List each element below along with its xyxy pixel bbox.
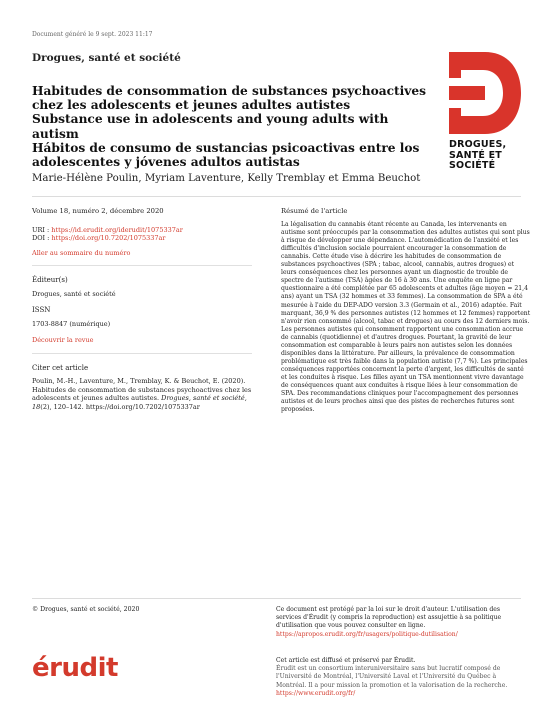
- abstract-text: La légalisation du cannabis étant récente au Canada, les intervenants en autisme sont préoccupés par la consommation des adultes autistes qui sont plus à risque de développer une dépendance. L'automédication de l'anxiété et les difficultés d'inclusion sociale pourraient encourager la consommation de cannabis. Cette étude vise à décrire les habitudes de consommation de substances psychoactives (SPA ; tabac, alcool, cannabis, autres drogues) et leurs conséquences chez les personnes ayant un diagnostic de trouble de spectre de l'autisme (TSA) âgées de 16 à 30 ans. Une enquête en ligne par questionnaire a été complétée par 65 adolescents et adultes (âge moyen = 21,4 ans) ayant un TSA (32 hommes et 33 femmes). La consommation de SPA a été mesurée à l'aide du DEP-ADO version 3.3 (Germain et al., 2016) adaptée. Fait marquant, 36,9 % des personnes autistes (12 hommes et 12 femmes) rapportent n'avoir rien consommé (alcool, tabac et drogues) au cours des 12 derniers mois. Les personnes autistes qui consomment rapportent une consommation accrue de cannabis (quotidienne) et d'autres drogues. Pourtant, la gravité de leur consommation est comparable à leurs pairs non autistes selon les données disponibles dans la littérature. Par ailleurs, la prévalence de consommation problématique est très faible dans la population autiste (7,7 %). Les principales conséquences rapportées concernent la perte d'argent, les difficultés de santé et les conduites à risque. Les filles ayant un TSA mentionnent vivre davantage de conséquences quant aux conduites à risque liées à leur consommation de SPA. Des recommandations cliniques pour l'accompagnement des personnes autistes et de leurs proches ainsi que des pistes de recherches futures sont proposées.: [281, 221, 531, 414]
- citation-text: Poulin, M.-H., Laventure, M., Tremblay, K. & Beuchot, E. (2020). Habitudes de consommation de substances psychoactives chez les adolescents et jeunes adultes autistes.: [32, 377, 252, 402]
- usage-policy-link[interactable]: https://apropos.erudit.org/fr/usagers/politique-dutilisation/: [276, 630, 458, 638]
- publisher-value: Drogues, santé et société: [32, 289, 116, 298]
- title-english: Substance use in adolescents and young adults with autism: [32, 112, 389, 141]
- rights-text: Ce document est protégé par la loi sur le droit d'auteur. L'utilisation des services d'Érudit (y compris la reproduction) est assujettie à sa politique d'utilisation que vous pouvez consulter en ligne.: [276, 606, 502, 630]
- citation-doi: https://doi.org/10.7202/1075337ar: [85, 402, 200, 411]
- doi-line: [32, 234, 252, 243]
- citation-journal: Drogues, santé et société,: [161, 394, 247, 402]
- distribution-heading: Cet article est diffusé et préservé par Érudit.: [276, 657, 416, 664]
- divider: [32, 265, 252, 266]
- issn-heading: ISSN: [32, 306, 51, 314]
- discover-journal-link[interactable]: Découvrir la revue: [32, 336, 94, 344]
- distribution-text: Érudit est un consortium interuniversitaire sans but lucratif composé de l'Université de Montréal, l'Université Laval et l'Université du Québec à Montréal. Il a pour mission la promotion et la valorisation de la recherche.: [276, 665, 508, 689]
- citation-pages: (2), 120–142.: [40, 402, 84, 411]
- uri-link[interactable]: https://id.erudit.org/iderudit/1075337ar: [51, 225, 183, 234]
- copyright: © Drogues, santé et société, 2020: [32, 606, 140, 613]
- article-metadata: [32, 207, 252, 411]
- title-french: Habitudes de consommation de substances psychoactives chez les adolescents et jeunes adultes autistes: [32, 84, 426, 113]
- d-logo-icon: [449, 52, 521, 134]
- rights-notice: [276, 606, 526, 639]
- title-spanish: Hábitos de consumo de sustancias psicoactivas entre los adolescentes y jóvenes adultos autistas: [32, 140, 420, 170]
- abstract-heading: Résumé de l'article: [281, 207, 348, 215]
- logo-line-1: DROGUES,: [449, 139, 507, 150]
- citation: [32, 377, 252, 411]
- abstract: [281, 207, 531, 414]
- footer-divider: [32, 598, 521, 599]
- logo-line-3: SOCIÉTÉ: [449, 160, 496, 171]
- logo-line-2: SANTÉ ET: [449, 149, 502, 161]
- issue-summary-link[interactable]: Aller au sommaire du numéro: [32, 248, 131, 257]
- doi-label: DOI :: [32, 234, 50, 242]
- article-titles: [32, 84, 432, 169]
- authors: Marie-Hélène Poulin, Myriam Laventure, Kelly Tremblay et Emma Beuchot: [32, 173, 421, 184]
- logo-text: [449, 140, 521, 172]
- issn-value: 1703-8847 (numérique): [32, 319, 111, 328]
- distribution-notice: [276, 657, 526, 698]
- header-divider: [32, 196, 521, 197]
- uri-label: URI :: [32, 225, 50, 234]
- cite-heading: Citer cet article: [32, 363, 89, 372]
- journal-logo: [449, 52, 521, 172]
- doi-link[interactable]: https://doi.org/10.7202/1075337ar: [51, 234, 166, 242]
- volume-info: Volume 18, numéro 2, décembre 2020: [32, 207, 164, 215]
- erudit-link[interactable]: https://www.erudit.org/fr/: [276, 689, 356, 697]
- uri-line: [32, 226, 252, 235]
- journal-name: Drogues, santé et société: [32, 52, 181, 64]
- divider: [32, 353, 252, 354]
- citation-volume: 18: [32, 402, 41, 411]
- erudit-logo: érudit: [32, 653, 118, 683]
- publisher-heading: Éditeur(s): [32, 276, 68, 284]
- generation-timestamp: Document généré le 9 sept. 2023 11:17: [32, 31, 153, 38]
